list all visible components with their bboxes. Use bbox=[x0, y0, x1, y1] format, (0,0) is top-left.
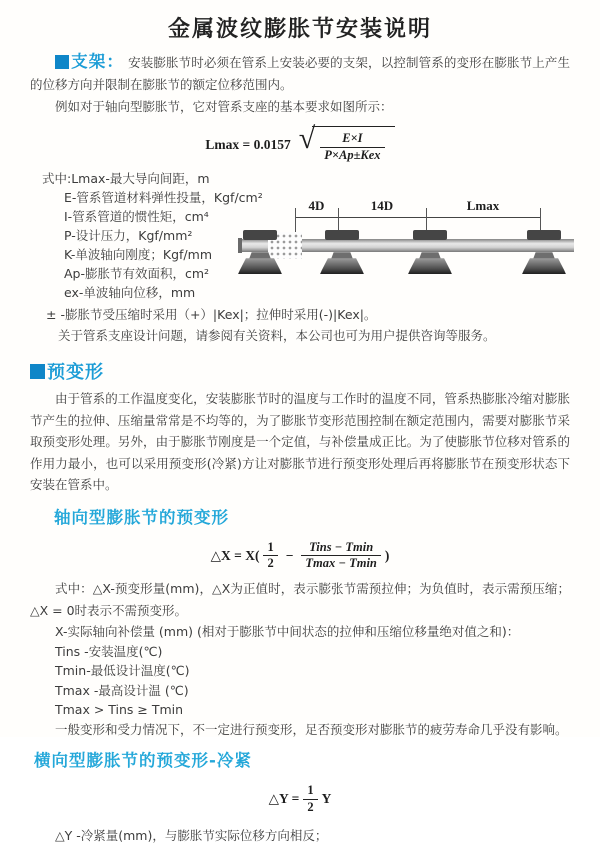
support-clamp bbox=[243, 230, 277, 240]
predeform-body-paragraph: 由于管系的工作温度变化，安装膨胀节时的温度与工作时的温度不同，管系热膨胀冷缩对膨胀节产生的拉伸、压缩量常常是不均等的，为了膨胀节变形范围控制在额定范围内，需要对膨胀节采取预变形处理。另外，由于膨胀节刚度是一个定值，与补偿量成正比。为了使膨胀节位移对管系的作用力最小，也可以采用预变形(冷紧)方让对膨胀节进行预变形处理后再将膨胀节在预变形状态下安装在管系中。 bbox=[30, 391, 570, 493]
axial-predeform-formula bbox=[0, 540, 600, 572]
support-base bbox=[522, 258, 566, 274]
diagram-dim-label-lmax: Lmax bbox=[466, 198, 500, 214]
support-base bbox=[320, 258, 364, 274]
fraction-denominator: Tmax − Tmin bbox=[305, 556, 377, 571]
support-base bbox=[238, 258, 282, 274]
definition-item: Ap-膨胀节有效面积，cm² bbox=[64, 266, 210, 282]
lateral-formula-lhs: △Y = bbox=[268, 791, 300, 807]
axial-formula-rhs: ) bbox=[384, 547, 390, 563]
temp-definition-line: Tmax -最高设计温 (℃) bbox=[55, 682, 189, 698]
support-base bbox=[408, 258, 452, 274]
support-saddle bbox=[249, 252, 271, 259]
lateral-predeform-formula bbox=[0, 783, 600, 815]
temp-definition-line: Tins -安装温度(℃) bbox=[55, 643, 163, 659]
axial-formula-explanation: 式中：△X-预变形量(mm)，△X为正值时，表示膨张节需预拉伸；为负值时，表示需预压缩；△X = 0时表示不需预变形。 bbox=[30, 581, 570, 618]
pipe-support bbox=[522, 197, 566, 275]
sqrt-sign-icon: √ bbox=[298, 122, 316, 155]
support-section-heading: 支架： bbox=[71, 52, 125, 71]
lmax-formula-lhs: Lmax = 0.0157 bbox=[205, 136, 291, 152]
pipe-support bbox=[238, 197, 282, 275]
fraction-numerator: 1 bbox=[303, 783, 317, 800]
definition-item: ex-单波轴向位移，mm bbox=[64, 285, 196, 301]
support-intro-text: 安装膨胀节时必须在管系上安装必要的支架，以控制管系的变形在膨胀节上产生的位移方向并限制在膨胀节的额定位移范围内。 bbox=[30, 55, 570, 92]
lmax-formula-denominator: P×Ap±Kex bbox=[324, 147, 381, 162]
page-title: 金属波纹膨胀节安装说明 bbox=[167, 17, 432, 42]
definition-item: 式中:Lmax-最大导向间距，m bbox=[42, 171, 210, 187]
support-intro-paragraph bbox=[0, 51, 600, 96]
fraction-denominator: 2 bbox=[267, 556, 274, 571]
support-example-line: 例如对于轴向型膨胀节，它对管系支座的基本要求如图所示： bbox=[55, 99, 393, 114]
pipe-support bbox=[320, 197, 364, 275]
one-half-fraction bbox=[263, 540, 277, 572]
pipe-support-diagram bbox=[238, 197, 596, 297]
predeform-section-heading: 预变形 bbox=[47, 362, 104, 384]
fraction-numerator: 1 bbox=[263, 540, 277, 557]
minus-sign: − bbox=[285, 547, 294, 563]
support-clamp bbox=[527, 230, 561, 240]
definition-item: P-设计压力，Kgf/mm² bbox=[64, 228, 193, 244]
section-marker-icon bbox=[55, 55, 69, 69]
temp-definition-line: Tmax > Tins ≥ Tmin bbox=[55, 702, 184, 717]
lmax-formula bbox=[0, 122, 600, 163]
axial-subsection-heading: 轴向型膨胀节的预变形 bbox=[54, 507, 229, 527]
pipe-support bbox=[408, 197, 452, 275]
lateral-formula-rhs: Y bbox=[321, 791, 332, 807]
definition-item: E-管系管道材料弹性投量，Kgf/cm² bbox=[64, 190, 263, 206]
section-marker-icon bbox=[30, 364, 45, 379]
axial-formula-lhs: △X = X( bbox=[210, 547, 260, 563]
diagram-dim-label-14d: 14D bbox=[370, 198, 394, 214]
lmax-formula-fraction bbox=[320, 131, 384, 163]
support-saddle bbox=[419, 252, 441, 259]
lateral-subsection-heading: 横向型膨胀节的预变形-冷紧 bbox=[34, 751, 252, 770]
plus-minus-note: ± -膨胀节受压缩时采用（+）|Kex|；拉伸时采用(-)|Kex|。 bbox=[46, 307, 377, 323]
lmax-formula-radicand bbox=[312, 126, 394, 163]
lateral-note-line: △Y -冷紧量(mm)，与膨胀节实际位移方向相反； bbox=[55, 828, 328, 844]
lmax-formula-numerator: E×I bbox=[320, 131, 384, 148]
consult-note: 关于管系支座设计问题，请参阅有关资料，本公司也可为用户提供咨询等服务。 bbox=[58, 328, 496, 344]
diagram-dim-label-4d: 4D bbox=[308, 198, 325, 214]
fraction-denominator: 2 bbox=[307, 799, 314, 814]
support-saddle bbox=[533, 252, 555, 259]
x-definition-line: X-实际轴向补偿量 (mm) (相对于膨胀节中间状态的拉伸和压缩位移量绝对值之和)： bbox=[55, 624, 520, 639]
definition-item: K-单波轴向刚度；Kgf/mm bbox=[64, 247, 212, 263]
definitions-and-diagram bbox=[0, 169, 600, 302]
definition-item: I-管系管道的惯性矩，cm⁴ bbox=[64, 209, 209, 225]
support-clamp bbox=[413, 230, 447, 240]
temp-definition-line: Tmin-最低设计温度(℃) bbox=[55, 663, 190, 678]
support-clamp bbox=[325, 230, 359, 240]
predeform-section-header bbox=[0, 346, 600, 388]
fraction-numerator: Tins − Tmin bbox=[301, 540, 380, 557]
temperature-fraction bbox=[301, 540, 380, 572]
axial-note-line: 一般变形和受力情况下，不一定进行预变形，足否预变形对膨胀节的疲劳寿命几乎没有影响。 bbox=[55, 721, 568, 737]
support-saddle bbox=[331, 252, 353, 259]
one-half-fraction bbox=[303, 783, 317, 815]
